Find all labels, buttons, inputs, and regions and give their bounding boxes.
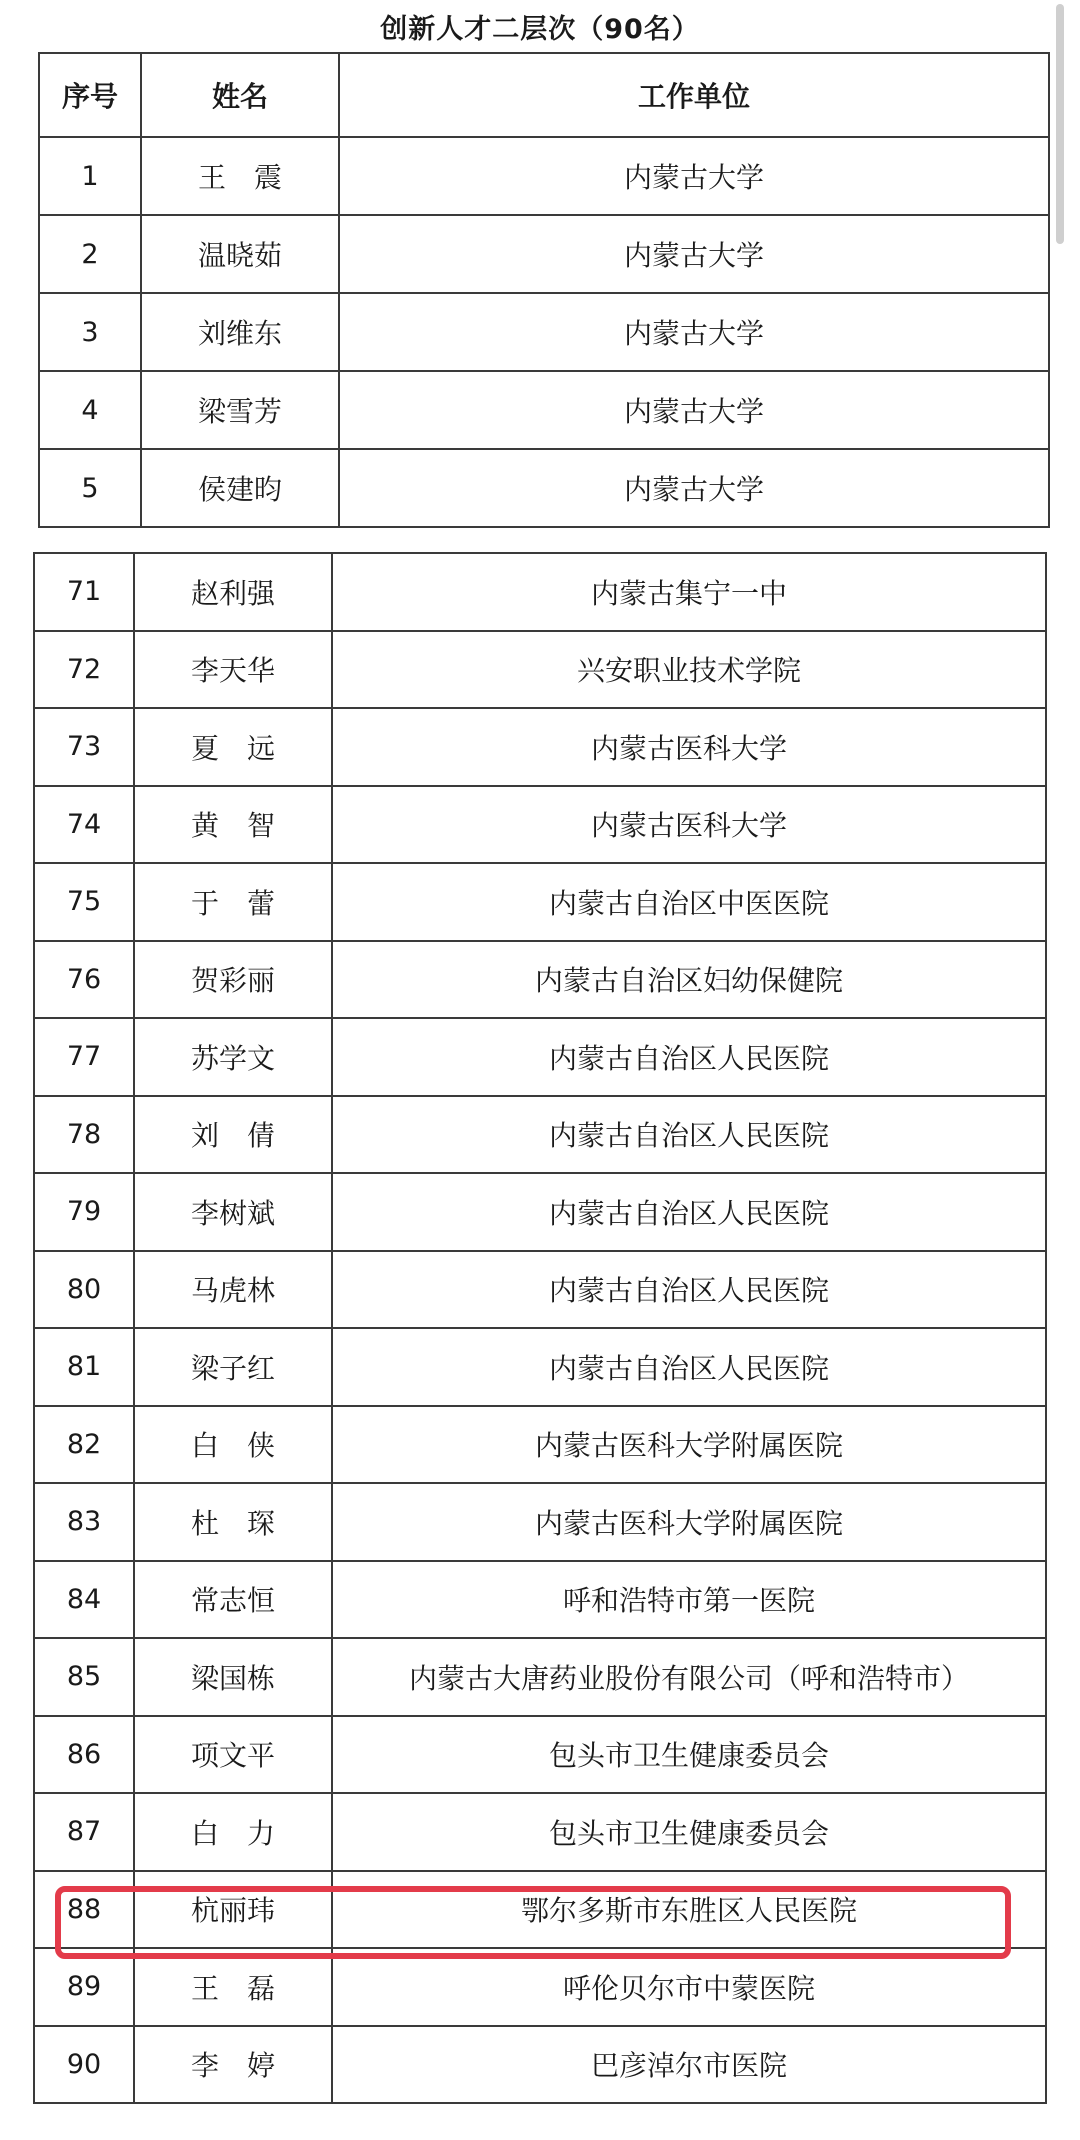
cell-unit: 内蒙古自治区人民医院 bbox=[332, 1328, 1046, 1406]
cell-index: 4 bbox=[39, 371, 141, 449]
cell-name: 贺彩丽 bbox=[134, 941, 332, 1019]
cell-unit: 呼伦贝尔市中蒙医院 bbox=[332, 1948, 1046, 2026]
cell-index: 75 bbox=[34, 863, 134, 941]
cell-unit: 内蒙古大学 bbox=[339, 293, 1049, 371]
cell-name: 常志恒 bbox=[134, 1561, 332, 1639]
cell-unit: 内蒙古医科大学 bbox=[332, 708, 1046, 786]
cell-name: 梁国栋 bbox=[134, 1638, 332, 1716]
cell-index: 80 bbox=[34, 1251, 134, 1329]
cell-name: 杭丽玮 bbox=[134, 1871, 332, 1949]
cell-name: 项文平 bbox=[134, 1716, 332, 1794]
table-row bbox=[34, 553, 1046, 631]
cell-unit: 包头市卫生健康委员会 bbox=[332, 1716, 1046, 1794]
table-row bbox=[34, 1328, 1046, 1406]
table-row bbox=[34, 1793, 1046, 1871]
cell-name: 李 婷 bbox=[134, 2026, 332, 2104]
cell-unit: 内蒙古医科大学 bbox=[332, 786, 1046, 864]
table-row bbox=[39, 137, 1049, 215]
cell-name: 黄 智 bbox=[134, 786, 332, 864]
cell-index: 79 bbox=[34, 1173, 134, 1251]
table-row bbox=[39, 215, 1049, 293]
cell-name: 苏学文 bbox=[134, 1018, 332, 1096]
cell-name: 王 磊 bbox=[134, 1948, 332, 2026]
table-row bbox=[34, 708, 1046, 786]
cell-index: 72 bbox=[34, 631, 134, 709]
cell-name: 杜 琛 bbox=[134, 1483, 332, 1561]
cell-index: 73 bbox=[34, 708, 134, 786]
cell-name: 王 震 bbox=[141, 137, 339, 215]
cell-unit: 呼和浩特市第一医院 bbox=[332, 1561, 1046, 1639]
table-row bbox=[34, 1716, 1046, 1794]
cell-unit: 内蒙古自治区妇幼保健院 bbox=[332, 941, 1046, 1019]
cell-name: 赵利强 bbox=[134, 553, 332, 631]
cell-name: 梁子红 bbox=[134, 1328, 332, 1406]
talent-table-bottom bbox=[33, 552, 1047, 2104]
cell-unit: 内蒙古自治区人民医院 bbox=[332, 1018, 1046, 1096]
cell-index: 86 bbox=[34, 1716, 134, 1794]
cell-name: 温晓茹 bbox=[141, 215, 339, 293]
cell-unit: 内蒙古大学 bbox=[339, 137, 1049, 215]
header-name: 姓名 bbox=[141, 53, 339, 137]
cell-index: 87 bbox=[34, 1793, 134, 1871]
cell-name: 白 侠 bbox=[134, 1406, 332, 1484]
cell-unit: 内蒙古自治区人民医院 bbox=[332, 1173, 1046, 1251]
cell-unit: 内蒙古大学 bbox=[339, 449, 1049, 527]
table-row bbox=[39, 371, 1049, 449]
cell-name: 夏 远 bbox=[134, 708, 332, 786]
cell-index: 5 bbox=[39, 449, 141, 527]
cell-index: 90 bbox=[34, 2026, 134, 2104]
table-row bbox=[39, 449, 1049, 527]
cell-unit: 包头市卫生健康委员会 bbox=[332, 1793, 1046, 1871]
cell-unit: 鄂尔多斯市东胜区人民医院 bbox=[332, 1871, 1046, 1949]
cell-index: 84 bbox=[34, 1561, 134, 1639]
cell-index: 77 bbox=[34, 1018, 134, 1096]
table-row bbox=[34, 1173, 1046, 1251]
scrollbar[interactable] bbox=[1056, 4, 1064, 244]
document-title: 创新人才二层次（90名） bbox=[380, 14, 700, 45]
cell-name: 侯建昀 bbox=[141, 449, 339, 527]
table-row bbox=[34, 863, 1046, 941]
cell-unit: 内蒙古大学 bbox=[339, 215, 1049, 293]
cell-index: 85 bbox=[34, 1638, 134, 1716]
cell-index: 2 bbox=[39, 215, 141, 293]
table-header-row bbox=[39, 53, 1049, 137]
cell-index: 83 bbox=[34, 1483, 134, 1561]
header-index: 序号 bbox=[39, 53, 141, 137]
cell-index: 74 bbox=[34, 786, 134, 864]
cell-name: 李天华 bbox=[134, 631, 332, 709]
cell-index: 3 bbox=[39, 293, 141, 371]
table-row bbox=[39, 293, 1049, 371]
cell-name: 刘 倩 bbox=[134, 1096, 332, 1174]
cell-index: 78 bbox=[34, 1096, 134, 1174]
table-row bbox=[34, 1638, 1046, 1716]
cell-name: 李树斌 bbox=[134, 1173, 332, 1251]
cell-index: 82 bbox=[34, 1406, 134, 1484]
cell-index: 89 bbox=[34, 1948, 134, 2026]
table-row bbox=[34, 941, 1046, 1019]
cell-name: 白 力 bbox=[134, 1793, 332, 1871]
table-row bbox=[34, 2026, 1046, 2104]
cell-unit: 巴彦淖尔市医院 bbox=[332, 2026, 1046, 2104]
table-row bbox=[34, 1561, 1046, 1639]
table-row bbox=[34, 1871, 1046, 1949]
cell-name: 刘维东 bbox=[141, 293, 339, 371]
header-unit: 工作单位 bbox=[339, 53, 1049, 137]
table-row bbox=[34, 786, 1046, 864]
cell-index: 76 bbox=[34, 941, 134, 1019]
cell-name: 于 蕾 bbox=[134, 863, 332, 941]
table-row bbox=[34, 1483, 1046, 1561]
cell-unit: 兴安职业技术学院 bbox=[332, 631, 1046, 709]
cell-index: 71 bbox=[34, 553, 134, 631]
cell-unit: 内蒙古集宁一中 bbox=[332, 553, 1046, 631]
cell-name: 马虎林 bbox=[134, 1251, 332, 1329]
table-row bbox=[34, 631, 1046, 709]
cell-unit: 内蒙古医科大学附属医院 bbox=[332, 1406, 1046, 1484]
cell-index: 81 bbox=[34, 1328, 134, 1406]
cell-index: 88 bbox=[34, 1871, 134, 1949]
table-row bbox=[34, 1251, 1046, 1329]
table-row bbox=[34, 1406, 1046, 1484]
cell-unit: 内蒙古自治区中医医院 bbox=[332, 863, 1046, 941]
cell-index: 1 bbox=[39, 137, 141, 215]
cell-unit: 内蒙古自治区人民医院 bbox=[332, 1251, 1046, 1329]
cell-unit: 内蒙古自治区人民医院 bbox=[332, 1096, 1046, 1174]
cell-unit: 内蒙古大学 bbox=[339, 371, 1049, 449]
talent-table-top bbox=[38, 52, 1050, 528]
cell-unit: 内蒙古大唐药业股份有限公司（呼和浩特市） bbox=[332, 1638, 1046, 1716]
table-row bbox=[34, 1948, 1046, 2026]
table-row bbox=[34, 1096, 1046, 1174]
cell-unit: 内蒙古医科大学附属医院 bbox=[332, 1483, 1046, 1561]
cell-name: 梁雪芳 bbox=[141, 371, 339, 449]
table-row bbox=[34, 1018, 1046, 1096]
